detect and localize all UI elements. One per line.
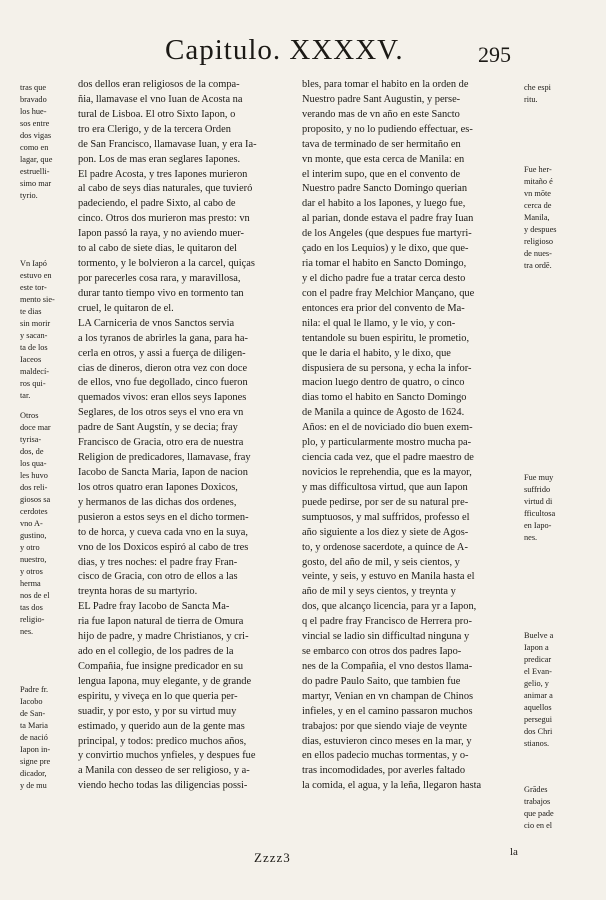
margin-note-line: Iapon a xyxy=(524,643,549,652)
margin-note-line: predicar xyxy=(524,655,552,664)
text-line: de los Angeles (que despues fue martyri- xyxy=(302,228,472,240)
text-line: vincial se ladio sin difficultad ninguna y xyxy=(302,631,470,643)
text-line: dos dellos eran religiosos de la compa- xyxy=(78,79,240,90)
text-line: pusieron a estos seys en el dicho tormen- xyxy=(78,511,249,523)
margin-note-line: este tor- xyxy=(20,283,47,292)
text-line: macion luego dentro de quatro, o cinco xyxy=(302,377,465,389)
margin-note-line: nes. xyxy=(20,627,34,636)
text-line: viendo hecho todas las diligencias possi- xyxy=(78,780,248,792)
text-line: a los tyranos de abrirles la gana, para ha- xyxy=(78,332,248,344)
margin-note-line: vno A- xyxy=(20,519,43,528)
text-line: dispusiera de su persona, y echa la infor- xyxy=(302,362,472,374)
margin-note-line: che espi xyxy=(524,83,551,92)
margin-note-line: aquellos xyxy=(524,703,552,712)
margin-note-line: herma xyxy=(20,579,41,588)
text-line: dar el habito a los Iapones, y luego fue, xyxy=(302,198,466,210)
margin-note-line: dos, de xyxy=(20,447,44,456)
text-line: espiritu, y viveça en lo que queria per- xyxy=(78,690,238,702)
margin-note-line: religioso xyxy=(524,237,554,246)
margin-note-line: suffrido xyxy=(524,485,551,494)
margin-note-line: tar. xyxy=(20,391,31,400)
margin-note-line: y otros xyxy=(20,567,43,576)
text-line: bles, para tomar el habito en la orden de xyxy=(302,79,469,90)
text-line: Francisco de Gracia, otro era de nuestra xyxy=(78,437,244,449)
text-line: y el dicho padre fue a tratar cerca desto xyxy=(302,272,466,284)
margin-note xyxy=(20,684,50,792)
margin-note-line: persegui xyxy=(524,715,553,724)
page-header xyxy=(0,30,606,80)
margin-note-line: religio- xyxy=(20,615,45,624)
text-line: año de mil y seys cientos, y treynta y xyxy=(302,586,456,598)
text-line: cias de dineros, dieron otra vez con doce xyxy=(78,362,248,374)
margin-note-line: nes. xyxy=(524,533,538,542)
text-line: martyr, Venian en vn champan de Chinos xyxy=(302,690,474,702)
margin-note-line: en Iapo- xyxy=(524,521,552,530)
margin-note xyxy=(524,784,554,832)
margin-note-line: dicador, xyxy=(20,769,47,778)
margin-note-line: bravado xyxy=(20,95,47,104)
margin-note-line: gustino, xyxy=(20,531,47,540)
margin-note-line: que pade xyxy=(524,809,554,818)
margin-note xyxy=(524,82,551,106)
text-line: y hermanos de las dichas dos ordenes, xyxy=(78,496,237,508)
margin-note-line: signe pre xyxy=(20,757,51,766)
margin-note-line: animar a xyxy=(524,691,553,700)
margin-note-line: simo mar xyxy=(20,179,52,188)
margin-note-line: doce mar xyxy=(20,423,51,432)
text-line: de Manila a quince de Agosto de 1624. xyxy=(302,407,465,419)
text-line: principal, y todos: predico muchos años, xyxy=(78,735,247,747)
margin-note-line: Vn Iapó xyxy=(20,259,47,268)
margin-note-line: los hue- xyxy=(20,107,47,116)
text-line: tentandole su buen espiritu, le prometio, xyxy=(302,332,470,344)
text-line: el interim supo, que en el convento de xyxy=(302,168,461,180)
margin-note-line: Iapon in- xyxy=(20,745,51,754)
signature-mark: Zzzz3 xyxy=(254,850,291,865)
text-line: la comida, el agua, y la leña, llegaron hasta xyxy=(302,780,482,792)
right-text-column xyxy=(302,78,520,794)
margin-note-line: y de mu xyxy=(20,781,47,790)
text-line: Nuestro padre Sancto Domingo querian xyxy=(302,183,468,195)
margin-note-line: mento sie- xyxy=(20,295,55,304)
margin-note-line: dos reli- xyxy=(20,483,48,492)
chapter-title: Capitulo. XXXXV. xyxy=(165,34,404,66)
text-line: puede pedirse, por ser de su natural pre- xyxy=(302,496,469,508)
margin-note xyxy=(524,472,555,544)
margin-note-line: cerdotes xyxy=(20,507,48,516)
margin-note-line: mitaño é xyxy=(524,177,553,186)
margin-note-line: tas dos xyxy=(20,603,43,612)
text-line: plo, y particularmente mostro mucha pa- xyxy=(302,437,472,449)
margin-note-line: Otros xyxy=(20,411,39,420)
text-line: dias tomo el habito en Sancto Domingo xyxy=(302,392,467,404)
text-line: cisco de Gracia, con otro de ellos a las xyxy=(78,571,238,583)
margin-note-line: ta Maria xyxy=(20,721,48,730)
text-line: LA Carniceria de vnos Sanctos servia xyxy=(78,317,235,329)
text-line: nila: el qual le llamo, y le vio, y con- xyxy=(302,317,456,329)
margin-note-line: cio en el xyxy=(524,821,553,830)
margin-note-line: gelio, y xyxy=(524,679,549,688)
text-line: Religion de predicadores, llamavase, fray xyxy=(78,452,251,464)
margin-note-line: les huvo xyxy=(20,471,48,480)
margin-note-line: Grādes xyxy=(524,785,548,794)
text-line: cinco. Otros dos murieron mas presto: vn xyxy=(78,213,250,225)
margin-note-line: como en xyxy=(20,143,49,152)
margin-note-line: y sacan- xyxy=(20,331,48,340)
margin-note xyxy=(20,258,55,402)
margin-note-line: Manila, xyxy=(524,213,550,222)
text-line: EL Padre fray Iacobo de Sancta Ma- xyxy=(78,601,230,613)
text-line: al cabo de seys dias naturales, que tuvieró xyxy=(78,183,253,195)
text-line: Iacobo de Sancta Maria, Iapon de nacion xyxy=(78,466,248,478)
text-line: padre de Sant Augstín, y se decia; fray xyxy=(78,422,238,434)
margin-note-line: y otro xyxy=(20,543,40,552)
margin-note-line: sos entre xyxy=(20,119,50,128)
text-line: de ellos, vno fue degollado, cinco fueron xyxy=(78,377,248,389)
margin-note-line: Padre fr. xyxy=(20,685,49,694)
text-line: sumptuosos, y mal suffridos, professo el xyxy=(302,511,470,523)
margin-note-line: y despues xyxy=(524,225,557,234)
text-line: ria tomar el habito en Sancto Domingo, xyxy=(302,258,467,270)
text-line: suadir, y por esto, y por su virtud muy xyxy=(78,705,237,717)
text-line: por parecerles cosa rara, y maravillosa, xyxy=(78,272,241,284)
margin-note-line: los qua- xyxy=(20,459,47,468)
text-line: trabajos: por que siendo viaje de veynte xyxy=(302,720,468,732)
text-line: verando mas de vn año en este Sancto xyxy=(302,108,460,120)
text-line: to al cabo de siete dias, le quitaron del xyxy=(78,243,237,255)
text-line: lengua Iapona, muy elegante, y de grande xyxy=(78,675,252,687)
text-line: al parian, donde estava el padre fray Iuan xyxy=(302,213,474,225)
text-line: proposito, y no lo pudiendo effectuar, es- xyxy=(302,123,473,135)
margin-note-line: Buelve a xyxy=(524,631,554,640)
left-text-column xyxy=(78,78,294,794)
margin-note-line: tras que xyxy=(20,83,47,92)
text-line: con el padre fray Melchior Mançano, que xyxy=(302,287,475,299)
catchword: la xyxy=(510,846,518,858)
margin-note xyxy=(524,164,557,272)
text-line: tava de terminado de ser hermitaño en xyxy=(302,138,461,150)
text-line: padeciendo, el padre Sixto, al cabo de xyxy=(78,198,236,210)
margin-note-line: giosos sa xyxy=(20,495,51,504)
margin-note-line: te dias xyxy=(20,307,42,316)
text-line: Años: en el de noviciado dio buen exem- xyxy=(302,422,473,434)
margin-note-line: virtud di xyxy=(524,497,553,506)
text-line: çado en los Lequios) y le dixo, que que- xyxy=(302,243,469,255)
margin-note xyxy=(524,630,553,750)
text-line: do padre Paulo Saito, que tambien fue xyxy=(302,675,461,687)
margin-note-line: fficultosa xyxy=(524,509,556,518)
margin-note-line: sin morir xyxy=(20,319,51,328)
text-line: Compañia, fue insigne predicador en su xyxy=(78,660,244,672)
margin-note-line: de nues- xyxy=(524,249,552,258)
text-line: tras incomodidades, por averles faltado xyxy=(302,765,466,777)
text-line: vn monte, que esta cerca de Manila: en xyxy=(302,153,465,165)
margin-note-line: de San- xyxy=(20,709,46,718)
text-line: durar tanto tiempo vivo en tormento tan xyxy=(78,287,244,299)
text-line: en ellos padecio muchas tormentas, y o- xyxy=(302,750,469,762)
text-line: tro era Clerigo, y de la tercera Orden xyxy=(78,123,231,135)
margin-note xyxy=(20,410,51,638)
text-line: tormento, y le bolvieron a la carcel, quiças xyxy=(78,258,255,270)
text-line: a Manila con desseo de ser religioso, y a- xyxy=(78,765,250,777)
text-line: ñia, llamavase el vno Iuan de Acosta na xyxy=(78,93,243,105)
margin-note-line: stianos. xyxy=(524,739,550,748)
text-line: Seglares, de los otros seys el vno era vn xyxy=(78,407,244,419)
text-line: veinte, y seis, y estuvo en Manila hasta el xyxy=(302,571,475,583)
margin-note-line: tyrisa- xyxy=(20,435,42,444)
margin-note-line: tyrio. xyxy=(20,191,38,200)
margin-note xyxy=(20,82,52,202)
margin-note-line: ritu. xyxy=(524,95,538,104)
text-line: y convirtio muchos ynfieles, y despues fue xyxy=(78,750,256,762)
text-line: novicios le reprehendia, que es la mayor, xyxy=(302,466,472,478)
text-line: Nuestro padre Sant Augustin, y perse- xyxy=(302,93,461,105)
text-line: estimado, y querido aun de la gente mas xyxy=(78,720,245,732)
text-line: q el padre fray Francisco de Herrera pro- xyxy=(302,616,472,628)
text-line: El padre Acosta, y tres Iapones murieron xyxy=(78,168,248,180)
text-line: ado en el collegio, de los padres de la xyxy=(78,646,234,658)
text-line: infieles, y en el camino passaron muchos xyxy=(302,705,473,717)
page-number: 295 xyxy=(478,42,511,67)
text-line: quemados vivos: eran ellos seys Iapones xyxy=(78,392,247,404)
margin-note-line: maldecí- xyxy=(20,367,50,376)
text-line: tural de Lisboa. El otro Sixto Iapon, o xyxy=(78,108,236,120)
margin-note-line: nos de el xyxy=(20,591,50,600)
text-line: Iapon passó la raya, y no aviendo muer- xyxy=(78,228,244,240)
text-line: gosto, del año de mil, y seis cientos, y xyxy=(302,556,460,568)
margin-note-line: el Evan- xyxy=(524,667,552,676)
text-line: dos, que alcanço licencia, para yr a Iapon, xyxy=(302,601,477,613)
margin-note-line: ta de los xyxy=(20,343,48,352)
margin-note-line: cerca de xyxy=(524,201,552,210)
margin-note-line: estruelli- xyxy=(20,167,50,176)
text-line: dias, estuvieron cinco meses en la mar, y xyxy=(302,735,472,747)
text-line: vno de los Doxicos espiró al cabo de tres xyxy=(78,541,249,553)
text-line: hijo de padre, y madre Christianos, y cri- xyxy=(78,631,249,643)
margin-note-line: tra ordē. xyxy=(524,261,552,270)
text-line: to, y ordenose sacerdote, a quince de A- xyxy=(302,541,468,553)
margin-note-line: vn mōte xyxy=(524,189,551,198)
text-line: año siguiente a los diez y siete de Agos- xyxy=(302,526,469,538)
margin-note-line: nuestro, xyxy=(20,555,47,564)
margin-note-line: estuvo en xyxy=(20,271,52,280)
text-line: cruel, le quitaron de el. xyxy=(78,302,174,314)
text-line: treynta horas de su martyrio. xyxy=(78,586,198,598)
margin-note-line: ros qui- xyxy=(20,379,46,388)
text-line: cerla en otros, y assi a fuerça de diligen- xyxy=(78,347,246,359)
text-line: ciencia cada vez, que el padre maestro de xyxy=(302,452,474,464)
margin-note-line: Fue muy xyxy=(524,473,554,482)
margin-note-line: Iaceos xyxy=(20,355,42,364)
text-line: se embarco con otros dos padres Iapo- xyxy=(302,646,462,658)
margin-note-line: dos Chri xyxy=(524,727,553,736)
text-line: entonces era prior del convento de Ma- xyxy=(302,302,465,314)
text-line: de San Francisco, llamavase Iuan, y era Ia- xyxy=(78,138,257,150)
margin-note-line: de nació xyxy=(20,733,48,742)
margin-note-line: trabajos xyxy=(524,797,551,806)
text-line: to de horca, y cueva cada vno en la suya, xyxy=(78,526,248,538)
text-line: ria fue Iapon natural de tierra de Omura xyxy=(78,616,244,628)
margin-note-line: dos vigas xyxy=(20,131,52,140)
text-line: nes de la Compañia, el vno destos llama- xyxy=(302,660,473,672)
text-line: dias, y tres noches: el padre fray Fran- xyxy=(78,556,238,568)
margin-note-line: lagar, que xyxy=(20,155,53,164)
margin-note-line: Iacobo xyxy=(20,697,43,706)
text-line: que le daria el habito, y le dixo, que xyxy=(302,347,451,359)
text-line: y mas difficultosa virtud, que aun Iapon xyxy=(302,481,468,493)
text-line: pon. Los de mas eran seglares Iapones. xyxy=(78,153,241,165)
margin-note-line: Fue her- xyxy=(524,165,552,174)
text-line: los otros quatro eran Iapones Doxicos, xyxy=(78,481,238,493)
